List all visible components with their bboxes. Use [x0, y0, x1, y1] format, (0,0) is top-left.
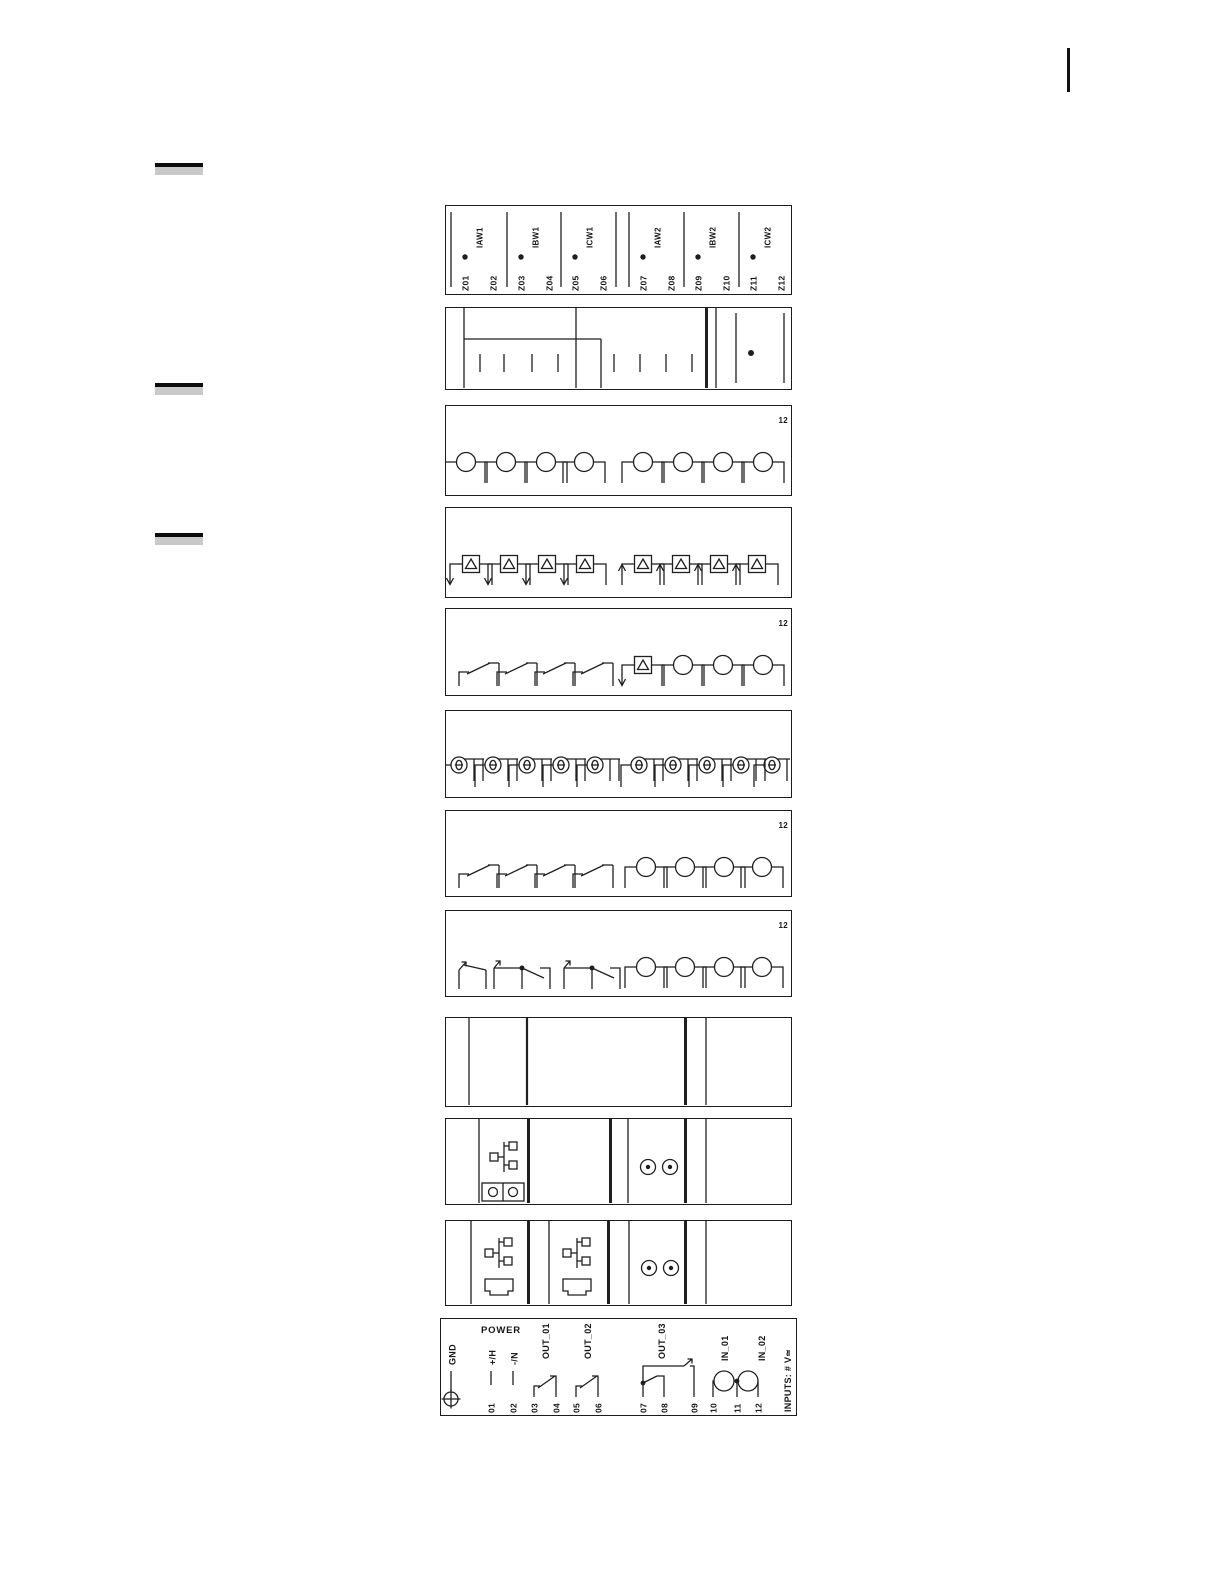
- current-sensor-icon: [625, 958, 783, 989]
- rj45-jack-icon: [485, 1279, 591, 1295]
- terminal-label: Z09: [693, 275, 704, 291]
- relay-contact-icon: [459, 865, 613, 888]
- polarity-dot: [640, 254, 645, 259]
- fiber-port-icon: [642, 1261, 679, 1276]
- terminal-number: 08: [659, 1402, 670, 1413]
- corner-count-label: 12: [778, 619, 788, 628]
- terminal-numbers: [487, 1403, 764, 1413]
- power-section-label: POWER: [481, 1325, 521, 1336]
- out3-formc-contact-icon: [641, 1359, 694, 1397]
- terminal-block-schematic: [445, 307, 792, 390]
- ct-pair-4: [639, 227, 677, 291]
- winding-label: ICW1: [585, 226, 595, 248]
- terminal-label: Z08: [666, 275, 677, 291]
- terminal-label: Z11: [748, 275, 759, 291]
- terminal-number: 04: [551, 1402, 562, 1413]
- corner-count-label: 12: [778, 921, 788, 930]
- terminal-number: 12: [753, 1402, 764, 1413]
- relay-contact-icon: [459, 663, 613, 686]
- transducer-output-icon: [447, 556, 607, 586]
- in2-label: IN_02: [757, 1335, 767, 1361]
- rtd-sensor-icon: [446, 757, 790, 787]
- thick-divider: [705, 308, 708, 388]
- winding-label: IAW2: [653, 227, 663, 248]
- fiber-port-icon: [641, 1160, 678, 1175]
- inputs-rating-label: INPUTS: # V≃: [783, 1348, 793, 1412]
- terminal-label: Z03: [516, 275, 527, 291]
- thick-divider: [527, 1119, 530, 1203]
- terminal-number: 10: [708, 1402, 719, 1413]
- terminal-number: 11: [732, 1403, 743, 1413]
- out2-label: OUT_02: [583, 1323, 593, 1359]
- out2-contact-icon: [576, 1376, 598, 1397]
- comms-module-diagram-1: [445, 1118, 792, 1205]
- current-sensor-icon: [446, 453, 784, 484]
- module-section-lines: [469, 1018, 706, 1105]
- polarity-dot: [518, 254, 523, 259]
- terminal-label: Z06: [598, 275, 609, 291]
- ct-pair-1: [461, 227, 499, 291]
- polarity-dot: [748, 350, 754, 356]
- polarity-dot: [695, 254, 700, 259]
- winding-label: IAW1: [475, 227, 485, 248]
- polarity-dot: [572, 254, 577, 259]
- comms-module-diagram-2: [445, 1220, 792, 1306]
- ct-pair-2: [517, 227, 555, 291]
- thick-divider: [684, 1221, 687, 1304]
- terminal-number: 03: [529, 1402, 540, 1413]
- rtd-input-diagram: [445, 710, 792, 798]
- terminal-pin-ticks: [480, 354, 558, 372]
- polarity-dot: [462, 254, 467, 259]
- blank-module-diagram: [445, 1017, 792, 1107]
- current-sensor-icon: [662, 656, 784, 687]
- corner-count-label: 12: [778, 416, 788, 425]
- mixed-io-diagram-3: [445, 910, 792, 997]
- in1-label: IN_01: [720, 1335, 730, 1361]
- thick-divider: [609, 1119, 612, 1203]
- thick-divider: [684, 1018, 687, 1105]
- terminal-label: Z01: [460, 275, 471, 291]
- terminal-label: Z07: [638, 275, 649, 291]
- terminal-stubs: [451, 1371, 513, 1391]
- terminal-label: Z10: [721, 275, 732, 291]
- neutral-label: -/N: [509, 1352, 520, 1365]
- form-a-contact-icon: [459, 962, 486, 989]
- terminal-number: 09: [689, 1402, 700, 1413]
- terminal-label: Z05: [570, 275, 581, 291]
- ct-terminal-diagram: [445, 205, 792, 295]
- terminal-number: 06: [593, 1402, 604, 1413]
- transducer-output-icon: [619, 657, 665, 687]
- mixed-io-diagram-1: [445, 608, 792, 696]
- block-outline-lines: [464, 308, 784, 388]
- transducer-io-diagram: [445, 507, 792, 598]
- winding-label: ICW2: [763, 226, 773, 248]
- terminal-label: Z04: [544, 275, 555, 291]
- terminal-pin-ticks: [614, 354, 692, 372]
- gnd-label: GND: [447, 1344, 458, 1365]
- revision-change-bar: [1067, 48, 1070, 92]
- thick-divider: [527, 1221, 530, 1304]
- out1-contact-icon: [534, 1376, 556, 1397]
- winding-label: IBW1: [531, 226, 541, 248]
- form-c-contact-icon: [494, 961, 620, 989]
- live-label: +/H: [487, 1349, 498, 1365]
- terminal-number: 02: [508, 1402, 519, 1413]
- terminal-label: Z02: [488, 275, 499, 291]
- out1-label: OUT_01: [541, 1323, 551, 1359]
- mixed-io-diagram-2: [445, 810, 792, 897]
- transducer-input-icon: [619, 556, 779, 586]
- ct-pair-3: [571, 227, 609, 291]
- ethernet-port-icon: [490, 1142, 517, 1172]
- dual-port-connector-icon: [482, 1183, 524, 1201]
- terminal-number: 07: [638, 1402, 649, 1413]
- thick-divider: [607, 1221, 610, 1304]
- terminal-label: Z12: [776, 275, 787, 291]
- current-sensor-icon: [625, 858, 783, 889]
- terminal-number: 05: [571, 1402, 582, 1413]
- sensor-input-diagram-1: [445, 405, 792, 496]
- ethernet-port-icon: [485, 1238, 590, 1268]
- redacted-caption-1-shadow: [155, 167, 203, 175]
- out3-label: OUT_03: [657, 1323, 667, 1359]
- earth-ground-icon: [442, 1390, 461, 1409]
- corner-count-label: 12: [778, 821, 788, 830]
- redacted-caption-2-shadow: [155, 387, 203, 395]
- winding-label: IBW2: [708, 226, 718, 248]
- terminal-number: 01: [486, 1402, 497, 1413]
- ct-pair-6: [749, 227, 787, 291]
- polarity-dot: [750, 254, 755, 259]
- redacted-caption-3-shadow: [155, 537, 203, 545]
- thick-divider: [684, 1119, 687, 1203]
- ct-pair-5: [694, 227, 732, 291]
- power-module-diagram: [440, 1318, 797, 1416]
- in1-in2-input-icons: [713, 1371, 758, 1397]
